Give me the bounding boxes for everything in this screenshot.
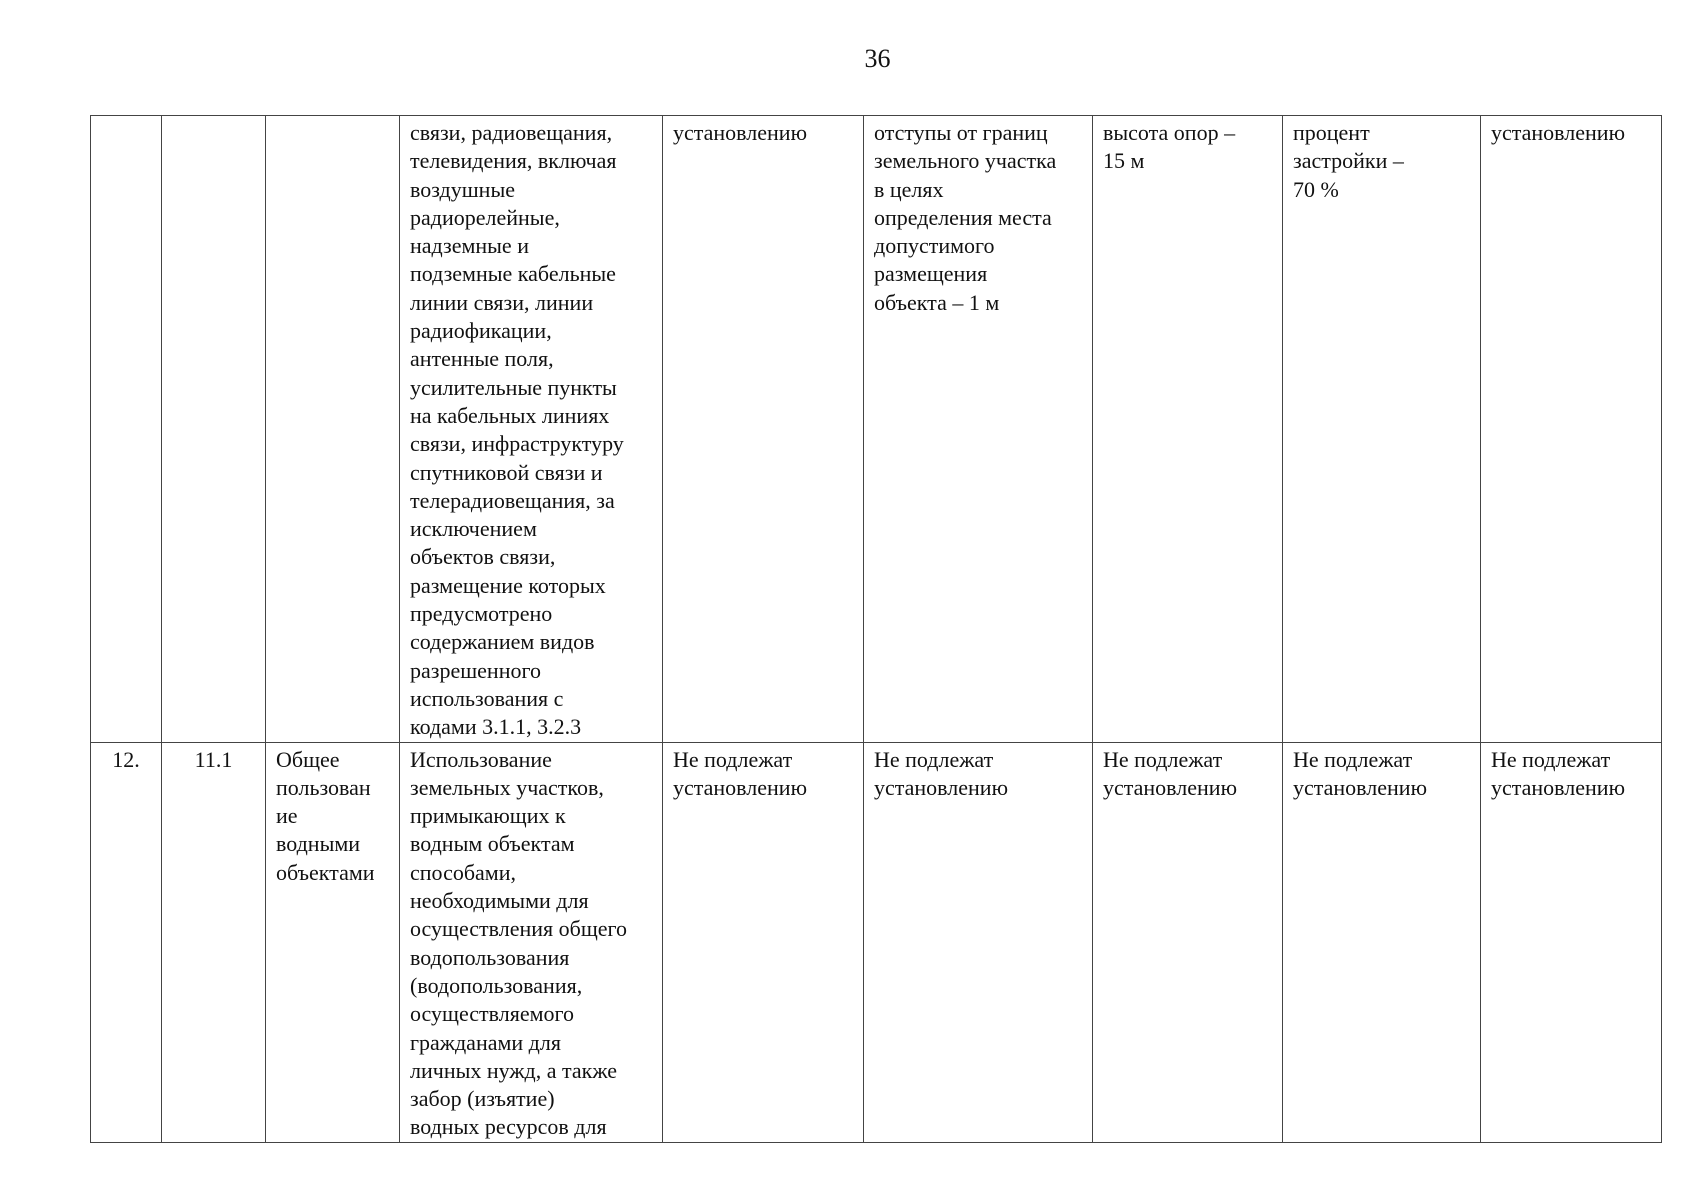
parameter-cell bbox=[864, 742, 1093, 1142]
cell-text: Не подлежат установлению bbox=[1103, 746, 1238, 800]
cell-text: 12. bbox=[112, 746, 140, 772]
page-number: 36 bbox=[864, 44, 891, 73]
use-code-cell bbox=[162, 742, 266, 1142]
cell-text: Не подлежат установлению bbox=[673, 746, 808, 800]
cell-text: отступы от границ земельного участка в целях определения места допустимого размещения объекта – 1 м bbox=[874, 120, 1057, 315]
row-number-cell bbox=[91, 116, 162, 743]
use-description-cell bbox=[400, 116, 663, 743]
cell-text: 11.1 bbox=[194, 746, 233, 772]
use-name-cell bbox=[266, 742, 400, 1142]
regulations-table bbox=[90, 115, 1662, 1143]
cell-text: Использование земельных участков, примыкающих к водным объектам способами, необходимыми для осуществления общего водопользования (водопользования, осуществляемого гражданами для личных нужд, а также забор (изъятие) водных ресурсов для bbox=[410, 746, 628, 1140]
parameter-cell bbox=[1283, 116, 1481, 743]
use-description-cell bbox=[400, 742, 663, 1142]
table-row bbox=[91, 742, 1662, 1142]
parameter-cell bbox=[1093, 742, 1283, 1142]
cell-text: связи, радиовещания, телевидения, включая воздушные радиорелейные, надземные и подземные кабельные линии связи, линии радиофикации, антенные поля, усилительные пункты на кабельных линиях связи, инфраструктуру спутниковой связи и телерадиовещания, за исключением объектов связи, размещение которых предусмотрено содержанием видов разрешенного использования с кодами 3.1.1, 3.2.3 bbox=[410, 120, 624, 740]
parameter-cell bbox=[1481, 116, 1662, 743]
use-name-cell bbox=[266, 116, 400, 743]
use-code-cell bbox=[162, 116, 266, 743]
parameter-cell bbox=[663, 742, 864, 1142]
parameter-cell bbox=[1481, 742, 1662, 1142]
row-number-cell bbox=[91, 742, 162, 1142]
parameter-cell bbox=[663, 116, 864, 743]
table-row bbox=[91, 116, 1662, 743]
parameter-cell bbox=[864, 116, 1093, 743]
cell-text: установлению bbox=[673, 120, 808, 145]
parameter-cell bbox=[1093, 116, 1283, 743]
parameter-cell bbox=[1283, 742, 1481, 1142]
cell-text: Не подлежат установлению bbox=[1491, 746, 1626, 800]
cell-text: установлению bbox=[1491, 120, 1626, 145]
cell-text: Не подлежат установлению bbox=[1293, 746, 1428, 800]
cell-text: Общее пользован ие водными объектами bbox=[276, 746, 375, 885]
cell-text: высота опор – 15 м bbox=[1103, 120, 1236, 174]
cell-text: процент застройки – 70 % bbox=[1293, 120, 1404, 202]
cell-text: Не подлежат установлению bbox=[874, 746, 1009, 800]
